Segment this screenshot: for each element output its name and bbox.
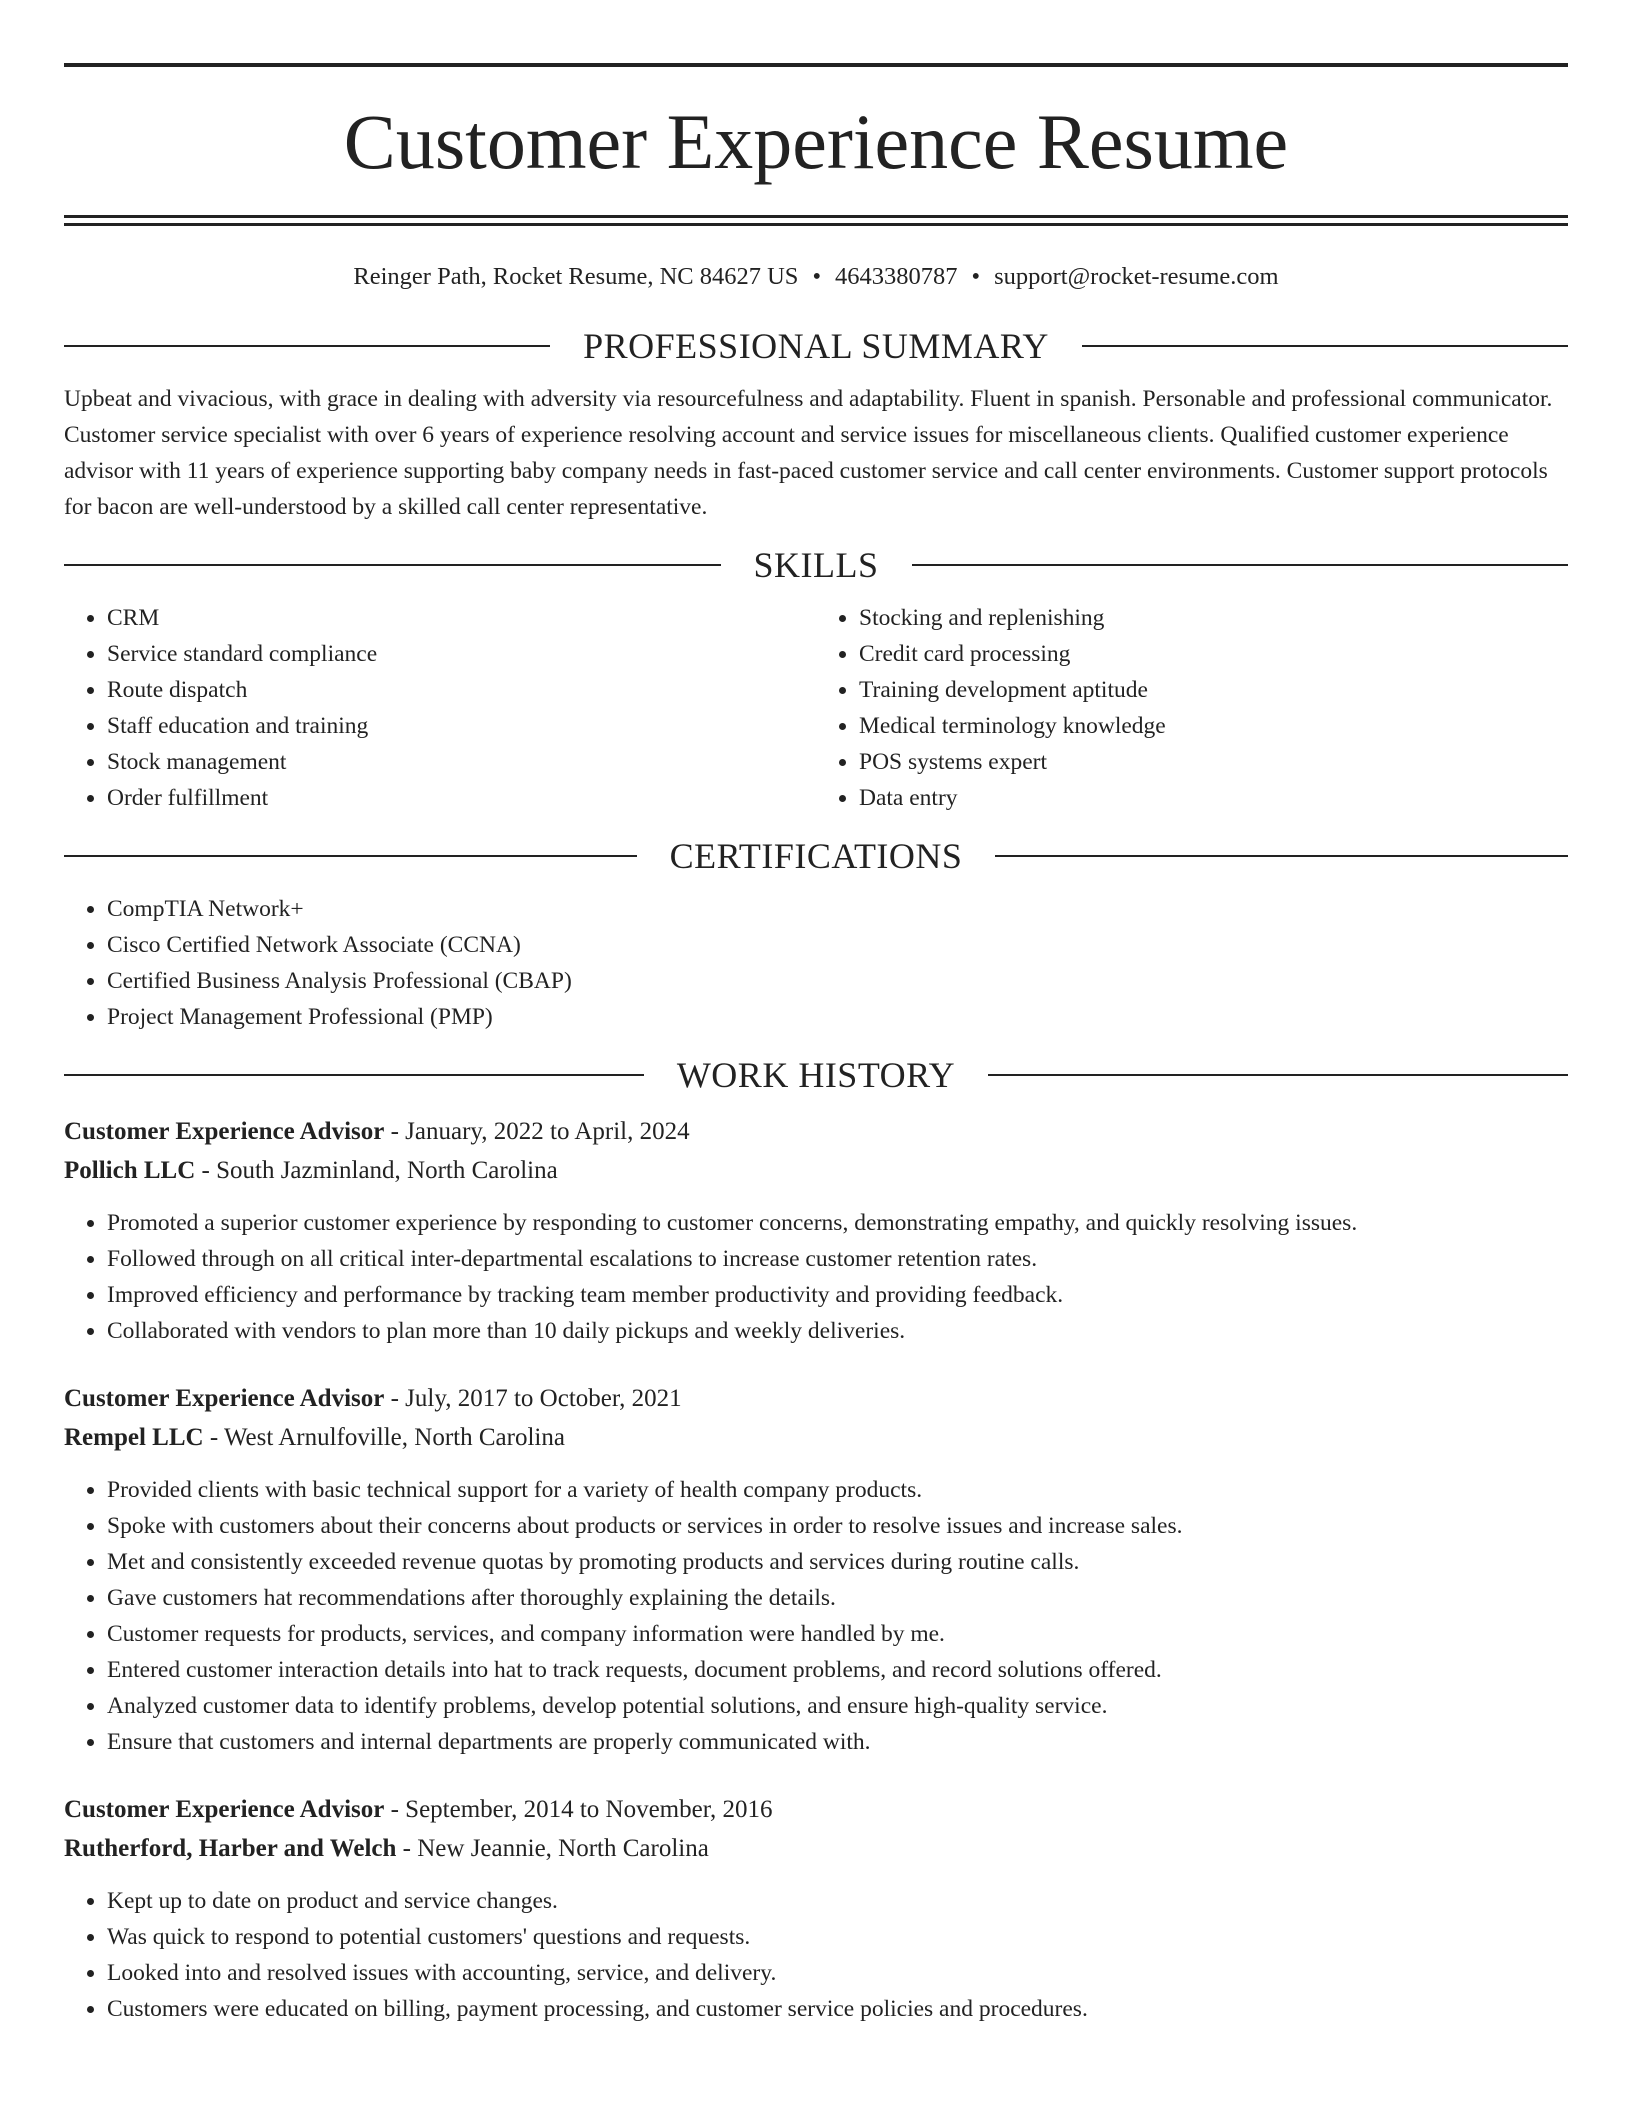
certification-item: • Project Management Professional (PMP) [107, 999, 1568, 1035]
skills-column-right [816, 600, 1568, 816]
certifications-list [64, 891, 1568, 1035]
section-heading-label: WORK HISTORY [676, 1055, 956, 1095]
job-bullet: • Analyzed customer data to identify problems, develop potential solutions, and ensure high-quality service. [107, 1688, 1568, 1724]
skill-item: • Service standard compliance [107, 636, 816, 672]
section-heading-work-history [64, 1054, 1568, 1096]
job-location: - New Jeannie, North Carolina [396, 1835, 709, 1862]
contact-separator: • [812, 263, 822, 290]
job-title: Customer Experience Advisor [64, 1796, 385, 1823]
job-dates: - January, 2022 to April, 2024 [384, 1118, 690, 1145]
skill-item: • Staff education and training [107, 708, 816, 744]
job-title-line [64, 1790, 1568, 1829]
section-heading-certifications [64, 835, 1568, 877]
job-title: Customer Experience Advisor [64, 1118, 385, 1145]
section-heading-summary [64, 325, 1568, 367]
job-bullets [64, 1205, 1568, 1349]
job-entry [64, 1379, 1568, 1760]
job-bullet: • Followed through on all critical inter-departmental escalations to increase customer retention rates. [107, 1241, 1568, 1277]
job-title-line [64, 1379, 1568, 1418]
skill-item: • POS systems expert [859, 744, 1568, 780]
summary-paragraph: Upbeat and vivacious, with grace in dealing with adversity via resourcefulness and adaptability. Fluent in spanish. Personable and professional communicator. Customer service specialist with over 6 years of experience resolving account and service issues for miscellaneous clients. Qualified customer experience advisor with 11 years of experience supporting baby company needs in fast-paced customer service and call center environments. Customer support protocols for bacon are well-understood by a skilled call center representative. [64, 386, 1553, 520]
contact-email[interactable]: support@rocket-resume.com [994, 263, 1279, 290]
job-bullet: • Collaborated with vendors to plan more than 10 daily pickups and weekly deliveries. [107, 1313, 1568, 1349]
job-company: Rutherford, Harber and Welch [64, 1835, 397, 1862]
skill-item: • Training development aptitude [859, 672, 1568, 708]
job-location: - South Jazminland, North Carolina [195, 1157, 558, 1184]
title-double-rule [64, 215, 1568, 226]
skill-item: • Route dispatch [107, 672, 816, 708]
job-bullet: • Promoted a superior customer experience by responding to customer concerns, demonstrating empathy, and quickly resolving issues. [107, 1205, 1568, 1241]
skill-item: • CRM [107, 600, 816, 636]
job-bullet: • Improved efficiency and performance by tracking team member productivity and providing feedback. [107, 1277, 1568, 1313]
heading-rule [64, 1074, 644, 1076]
section-heading-label: CERTIFICATIONS [669, 836, 963, 876]
certification-item: • Certified Business Analysis Professional (CBAP) [107, 963, 1568, 999]
job-entry [64, 1112, 1568, 1349]
job-bullet: • Entered customer interaction details into hat to track requests, document problems, and record solutions offered. [107, 1652, 1568, 1688]
certification-item: • CompTIA Network+ [107, 891, 1568, 927]
job-bullet: • Spoke with customers about their concerns about products or services in order to resolve issues and increase sales. [107, 1508, 1568, 1544]
heading-rule [912, 564, 1569, 566]
job-bullet: • Was quick to respond to potential customers' questions and requests. [107, 1919, 1568, 1955]
job-bullets [64, 1883, 1568, 2027]
heading-rule [64, 345, 550, 347]
contact-separator: • [971, 263, 981, 290]
skill-item: • Credit card processing [859, 636, 1568, 672]
skill-item: • Stock management [107, 744, 816, 780]
job-bullet: • Customer requests for products, services, and company information were handled by me. [107, 1616, 1568, 1652]
job-bullet: • Kept up to date on product and service changes. [107, 1883, 1568, 1919]
page-title: Customer Experience Resume [343, 98, 1289, 185]
job-dates: - July, 2017 to October, 2021 [384, 1385, 682, 1412]
skill-item: • Data entry [859, 780, 1568, 816]
skill-item: • Order fulfillment [107, 780, 816, 816]
contact-line [64, 262, 1568, 292]
skill-item: • Stocking and replenishing [859, 600, 1568, 636]
job-bullet: • Customers were educated on billing, payment processing, and customer service policies and procedures. [107, 1991, 1568, 2027]
job-company-line [64, 1829, 1568, 1868]
heading-rule [1082, 345, 1568, 347]
section-heading-label: SKILLS [753, 545, 879, 585]
job-bullet: • Looked into and resolved issues with accounting, service, and delivery. [107, 1955, 1568, 1991]
job-entry [64, 1790, 1568, 2027]
heading-rule [64, 855, 637, 857]
heading-rule [995, 855, 1568, 857]
job-bullets [64, 1472, 1568, 1760]
skill-item: • Medical terminology knowledge [859, 708, 1568, 744]
skills-list [64, 600, 1568, 816]
job-company-line [64, 1418, 1568, 1457]
job-title-line [64, 1112, 1568, 1151]
contact-phone: 4643380787 [835, 263, 958, 290]
section-heading-skills [64, 544, 1568, 586]
section-heading-label: PROFESSIONAL SUMMARY [583, 326, 1049, 366]
skills-column-left [64, 600, 816, 816]
job-location: - West Arnulfoville, North Carolina [203, 1424, 565, 1451]
contact-address: Reinger Path, Rocket Resume, NC 84627 US [353, 263, 799, 290]
job-bullet: • Provided clients with basic technical support for a variety of health company products. [107, 1472, 1568, 1508]
job-bullet: • Gave customers hat recommendations after thoroughly explaining the details. [107, 1580, 1568, 1616]
heading-rule [64, 564, 721, 566]
job-company-line [64, 1151, 1568, 1190]
job-company: Pollich LLC [64, 1157, 196, 1184]
heading-rule [988, 1074, 1568, 1076]
job-title: Customer Experience Advisor [64, 1385, 385, 1412]
job-bullet: • Ensure that customers and internal departments are properly communicated with. [107, 1724, 1568, 1760]
certification-item: • Cisco Certified Network Associate (CCNA) [107, 927, 1568, 963]
job-company: Rempel LLC [64, 1424, 204, 1451]
job-dates: - September, 2014 to November, 2016 [384, 1796, 773, 1823]
job-bullet: • Met and consistently exceeded revenue quotas by promoting products and services during routine calls. [107, 1544, 1568, 1580]
top-rule [64, 63, 1568, 67]
